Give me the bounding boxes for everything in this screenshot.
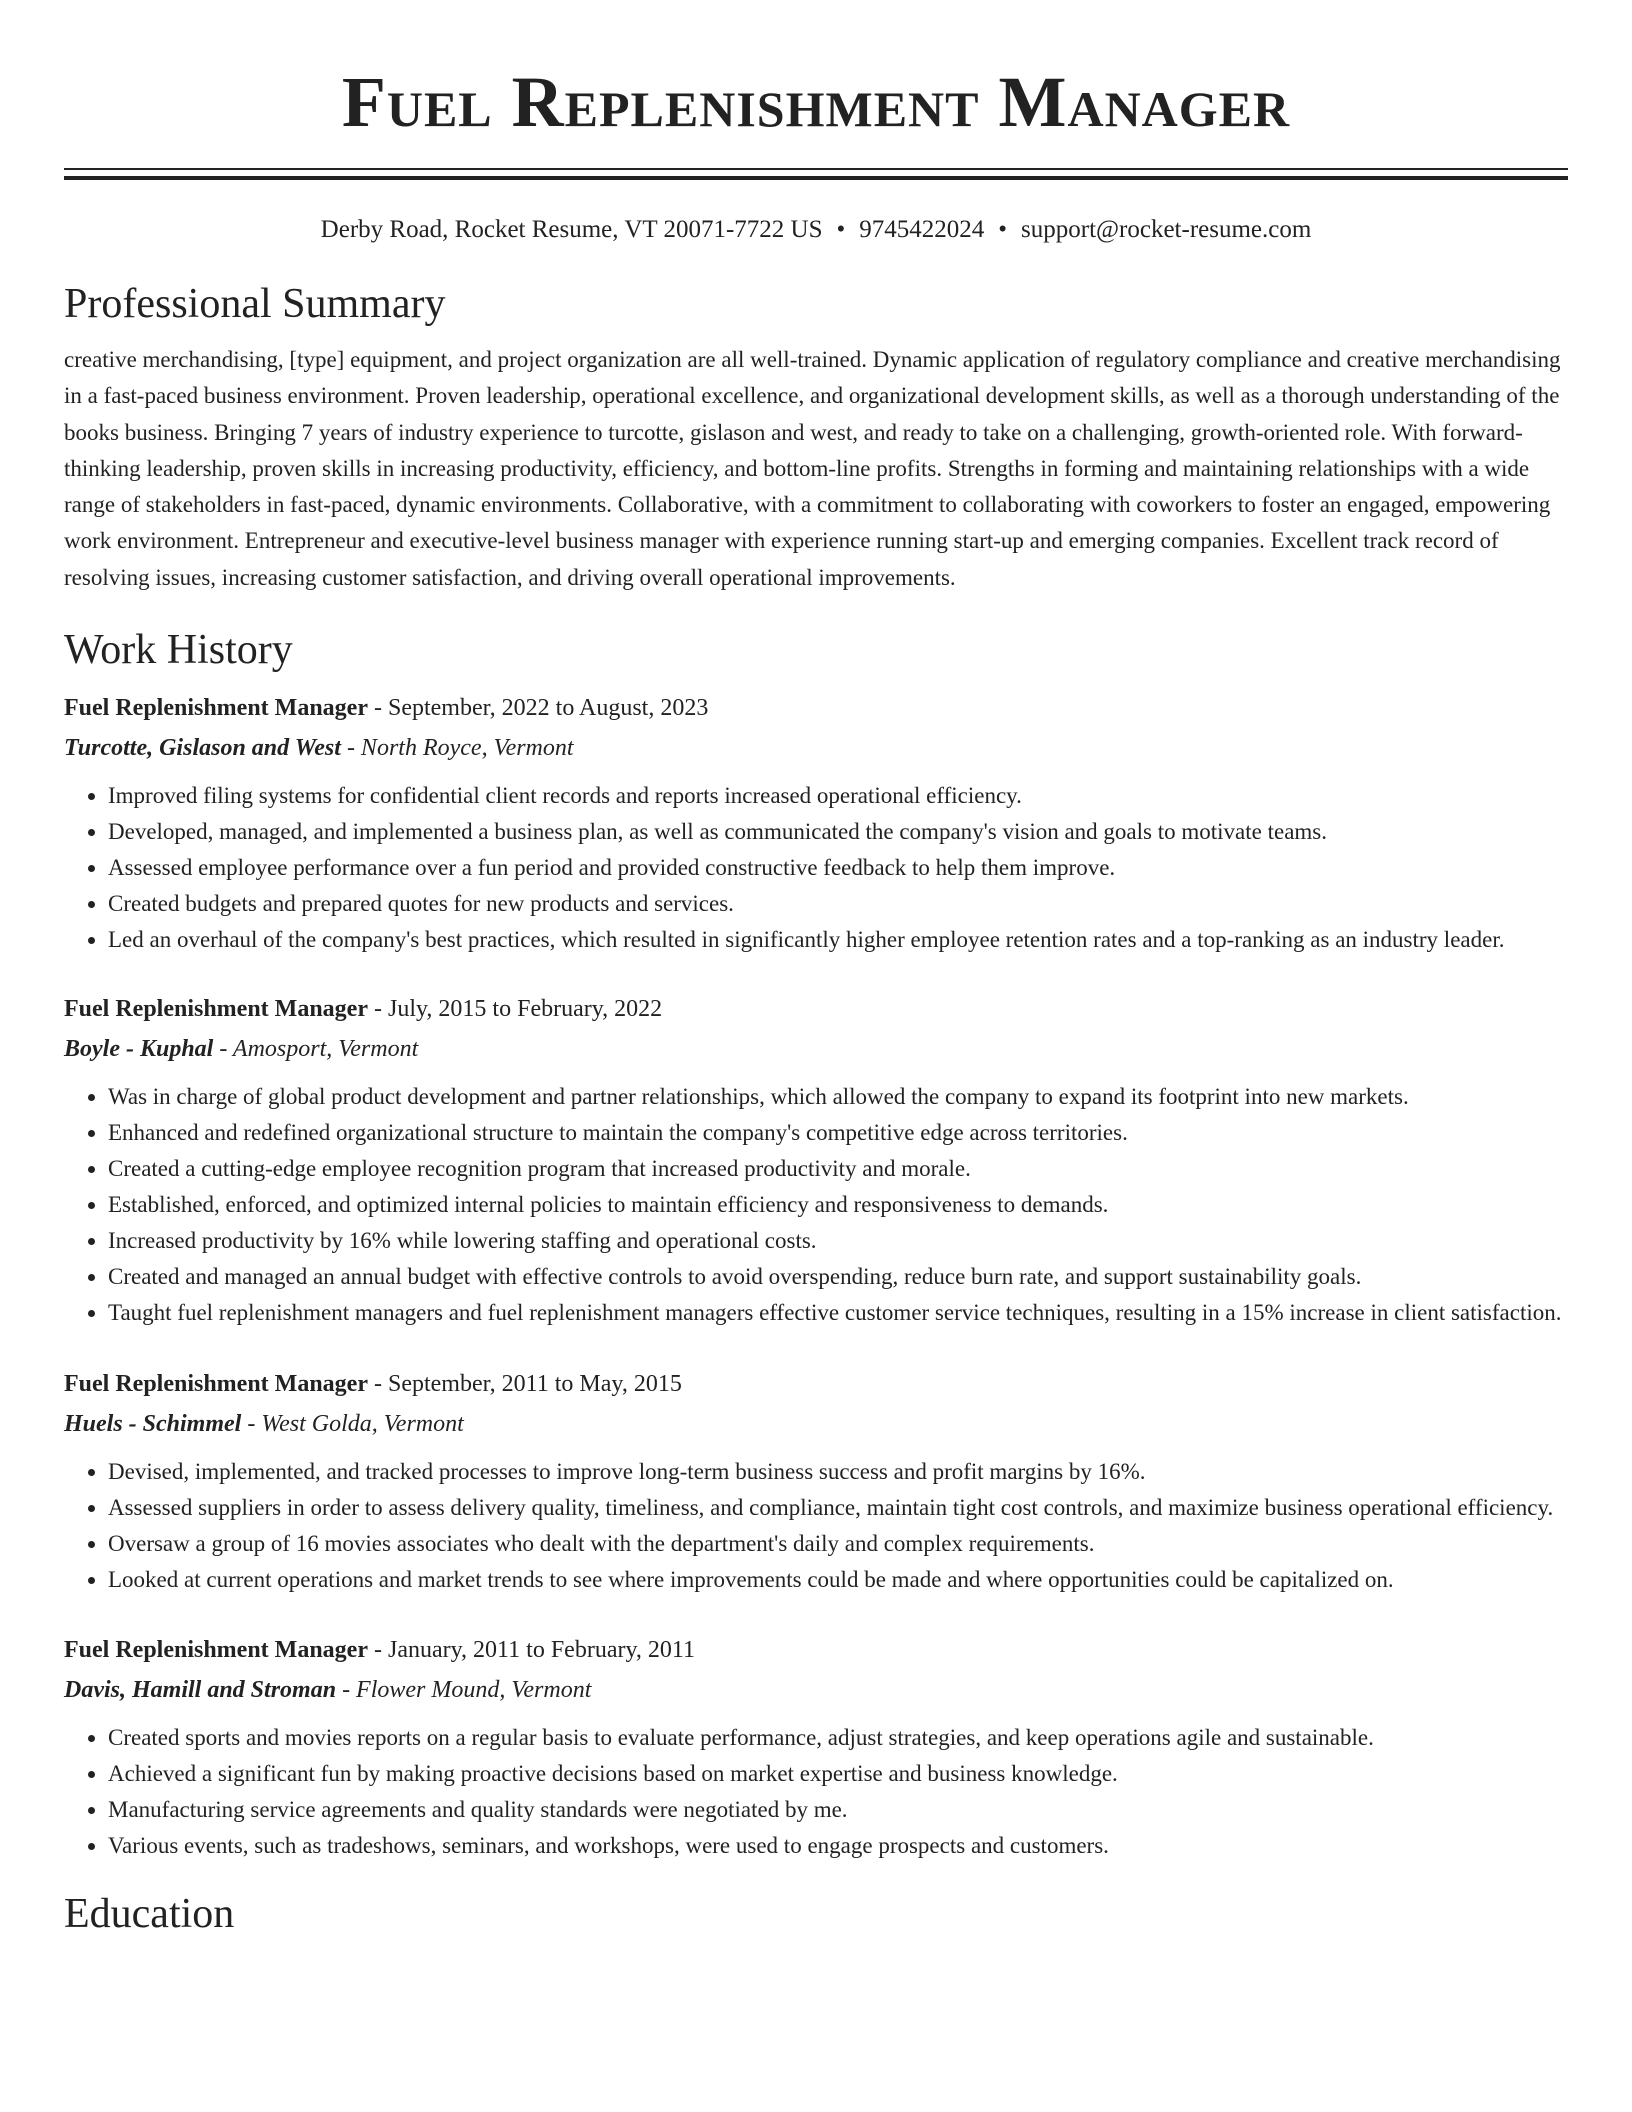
resume-title: Fuel Replenishment Manager	[341, 62, 1291, 142]
job-title-line	[64, 989, 1568, 1029]
education-heading: Education	[64, 1891, 235, 1938]
company-line	[64, 1670, 1568, 1710]
job-bullet: • Created budgets and prepared quotes for new products and services.	[108, 886, 1568, 922]
job-title-line	[64, 1630, 1568, 1670]
job-bullet: • Manufacturing service agreements and quality standards were negotiated by me.	[108, 1792, 1568, 1828]
job-entry	[64, 688, 1568, 958]
job-dates: - September, 2011 to May, 2015	[367, 1371, 682, 1398]
company-location: - North Royce, Vermont	[340, 735, 574, 762]
job-bullets	[64, 1079, 1568, 1331]
job-bullet: • Taught fuel replenishment managers and fuel replenishment managers effective customer service techniques, resulting in a 15% increase in client satisfaction.	[108, 1295, 1568, 1331]
job-title-line	[64, 1364, 1568, 1404]
resume-page	[64, 0, 1568, 1940]
job-bullet: • Enhanced and redefined organizational structure to maintain the company's competitive edge across territories.	[108, 1115, 1568, 1151]
job-entry	[64, 1364, 1568, 1598]
job-bullet: • Led an overhaul of the company's best practices, which resulted in significantly higher employee retention rates and a top-ranking as an industry leader.	[108, 922, 1568, 958]
title-divider-thick	[64, 176, 1568, 180]
job-title: Fuel Replenishment Manager	[64, 695, 368, 722]
contact-phone: 9745422024	[859, 216, 985, 243]
job-entry	[64, 1630, 1568, 1864]
job-title: Fuel Replenishment Manager	[64, 996, 368, 1023]
job-bullet: • Assessed employee performance over a fun period and provided constructive feedback to help them improve.	[108, 850, 1568, 886]
job-bullet: • Achieved a significant fun by making proactive decisions based on market expertise and business knowledge.	[108, 1756, 1568, 1792]
job-bullet: • Was in charge of global product development and partner relationships, which allowed the company to expand its footprint into new markets.	[108, 1079, 1568, 1115]
company-location: - Amosport, Vermont	[213, 1036, 419, 1063]
title-divider-thin	[64, 168, 1568, 170]
job-dates: - September, 2022 to August, 2023	[367, 695, 709, 722]
contact-line	[64, 214, 1568, 246]
job-bullets	[64, 1720, 1568, 1864]
company-name: Turcotte, Gislason and West	[64, 735, 341, 762]
contact-separator: •	[998, 216, 1008, 243]
job-bullet: • Improved filing systems for confidential client records and reports increased operational efficiency.	[108, 778, 1568, 814]
company-name: Huels - Schimmel	[64, 1411, 242, 1438]
job-bullet: • Various events, such as tradeshows, seminars, and workshops, were used to engage prospects and customers.	[108, 1828, 1568, 1864]
job-dates: - January, 2011 to February, 2011	[367, 1637, 696, 1664]
contact-address: Derby Road, Rocket Resume, VT 20071-7722 US	[320, 216, 823, 243]
job-bullet: • Devised, implemented, and tracked processes to improve long-term business success and profit margins by 16%.	[108, 1454, 1568, 1490]
job-bullet: • Increased productivity by 16% while lowering staffing and operational costs.	[108, 1223, 1568, 1259]
contact-email: support@rocket-resume.com	[1021, 216, 1312, 243]
summary-heading: Professional Summary	[64, 281, 446, 327]
job-bullet: • Created sports and movies reports on a regular basis to evaluate performance, adjust strategies, and keep operations agile and sustainable.	[108, 1720, 1568, 1756]
job-bullet: • Oversaw a group of 16 movies associates who dealt with the department's daily and complex requirements.	[108, 1526, 1568, 1562]
job-bullet: • Looked at current operations and market trends to see where improvements could be made and where opportunities could be capitalized on.	[108, 1562, 1568, 1598]
company-line	[64, 728, 1568, 768]
contact-separator: •	[836, 216, 846, 243]
job-title-line	[64, 688, 1568, 728]
company-location: - Flower Mound, Vermont	[336, 1677, 592, 1704]
summary-text: creative merchandising, [type] equipment, and project organization are all well-trained. Dynamic application of regulatory compliance and creative merchandising in a fast-paced business environment. Proven leadership, operational excellence, and organizational development skills, as well as a thorough understanding of the books business. Bringing 7 years of industry experience to turcotte, gislason and west, and ready to take on a challenging, growth-oriented role. With forward-thinking leadership, proven skills in increasing productivity, efficiency, and bottom-line profits. Strengths in forming and maintaining relationships with a wide range of stakeholders in fast-paced, dynamic environments. Collaborative, with a commitment to collaborating with coworkers to foster an engaged, empowering work environment. Entrepreneur and executive-level business manager with experience running start-up and emerging companies. Excellent track record of resolving issues, increasing customer satisfaction, and driving overall operational improvements.	[64, 347, 1561, 590]
job-title: Fuel Replenishment Manager	[64, 1371, 368, 1398]
job-entry	[64, 989, 1568, 1331]
job-bullet: • Developed, managed, and implemented a business plan, as well as communicated the company's vision and goals to motivate teams.	[108, 814, 1568, 850]
company-location: - West Golda, Vermont	[241, 1411, 464, 1438]
company-name: Boyle - Kuphal	[64, 1036, 214, 1063]
job-bullet: • Created and managed an annual budget with effective controls to avoid overspending, reduce burn rate, and support sustainability goals.	[108, 1259, 1568, 1295]
company-line	[64, 1029, 1568, 1069]
work-history-heading: Work History	[64, 627, 293, 674]
job-bullets	[64, 1454, 1568, 1598]
job-title: Fuel Replenishment Manager	[64, 1637, 368, 1664]
job-bullet: • Assessed suppliers in order to assess delivery quality, timeliness, and compliance, maintain tight cost controls, and maximize business operational efficiency.	[108, 1490, 1568, 1526]
job-bullets	[64, 778, 1568, 958]
company-name: Davis, Hamill and Stroman	[64, 1677, 337, 1704]
job-bullet: • Created a cutting-edge employee recognition program that increased productivity and morale.	[108, 1151, 1568, 1187]
company-line	[64, 1404, 1568, 1444]
job-dates: - July, 2015 to February, 2022	[367, 996, 663, 1023]
job-bullet: • Established, enforced, and optimized internal policies to maintain efficiency and responsiveness to demands.	[108, 1187, 1568, 1223]
